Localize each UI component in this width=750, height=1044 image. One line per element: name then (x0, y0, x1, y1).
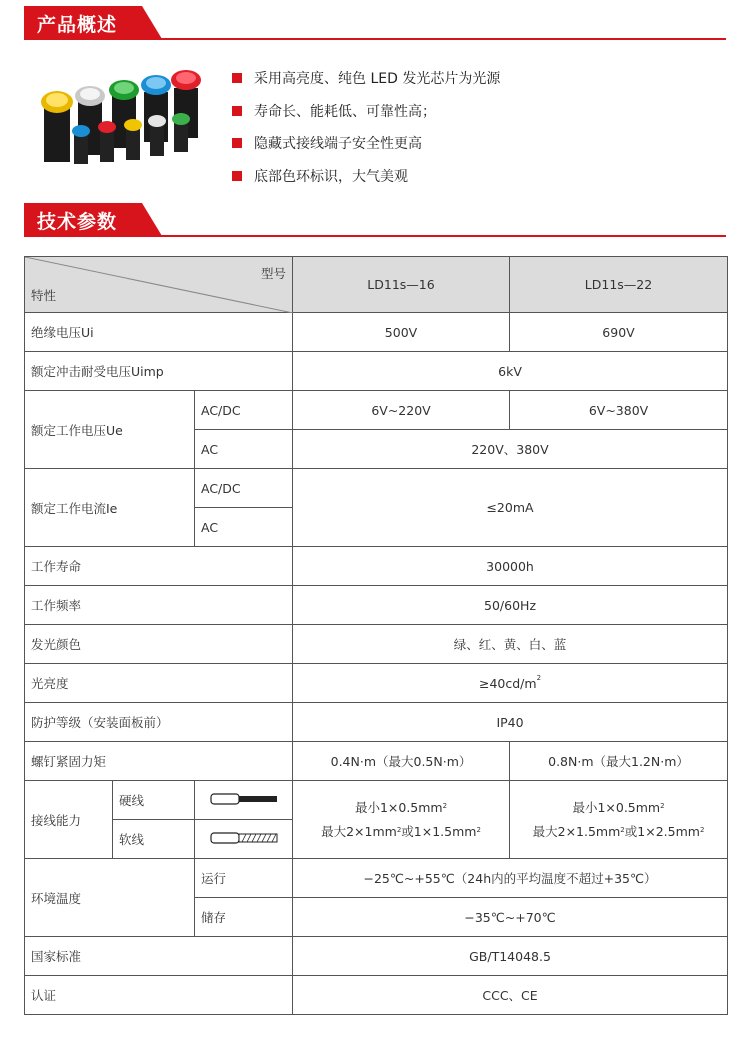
model-header: LD11s—16 (293, 257, 510, 313)
cell-value: CCC、CE (293, 976, 728, 1015)
cell-value (510, 781, 728, 859)
small-light-white (148, 115, 166, 156)
list-item (232, 160, 500, 193)
wiring-max-text: 最大2×1mm (321, 823, 397, 839)
cell-value: IP40 (293, 703, 728, 742)
solid-wire-icon (195, 781, 293, 820)
sub-label: AC (195, 430, 293, 469)
row-label: 认证 (25, 976, 293, 1015)
unit-superscript: 2 (536, 673, 542, 682)
sub-label: AC (195, 508, 293, 547)
feature-text: 寿命长、能耗低、可靠性高； (254, 103, 436, 120)
sub-label: 软线 (113, 820, 195, 859)
model-label: 型号 (261, 266, 287, 281)
table-row (25, 391, 728, 430)
stranded-wire-icon (209, 830, 279, 846)
row-label: 环境温度 (25, 859, 195, 937)
unit-superscript: 2 (620, 825, 625, 834)
table-row (25, 469, 728, 508)
sub-label: AC/DC (195, 469, 293, 508)
table-row (25, 781, 728, 820)
table-row (25, 664, 728, 703)
cell-value: 500V (293, 313, 510, 352)
table-row (25, 742, 728, 781)
small-light-green (172, 113, 190, 152)
cell-value: 绿、红、黄、白、蓝 (293, 625, 728, 664)
list-item (232, 127, 500, 160)
unit-superscript: 2 (476, 825, 481, 834)
wiring-min-text: 最小1×0.5mm (572, 799, 661, 815)
square-bullet-icon (232, 138, 242, 148)
cell-value: 6kV (293, 352, 728, 391)
light-yellow (41, 91, 73, 162)
feature-text: 采用高亮度、纯色 LED 发光芯片为光源 (254, 71, 501, 88)
cell-value: 220V、380V (293, 430, 728, 469)
cell-value: 6V~220V (293, 391, 510, 430)
row-label: 工作寿命 (25, 547, 293, 586)
cell-value: 0.8N·m（最大1.2N·m） (510, 742, 728, 781)
tech-title: 技术参数 (37, 211, 118, 233)
section-divider (24, 235, 726, 237)
solid-wire-icon (209, 791, 279, 807)
cell-value: 50/60Hz (293, 586, 728, 625)
list-item (232, 62, 500, 95)
unit-superscript: 2 (699, 825, 705, 834)
spec-table (24, 256, 728, 1015)
table-row (25, 859, 728, 898)
row-label: 光亮度 (25, 664, 293, 703)
sub-label: 储存 (195, 898, 293, 937)
wiring-min-text: 最小1×0.5mm (354, 799, 443, 815)
unit-superscript: 2 (442, 801, 448, 810)
wiring-max-text: 或1×2.5mm (624, 823, 700, 839)
table-row (25, 625, 728, 664)
overview-title: 产品概述 (37, 14, 118, 36)
feature-text: 隐藏式接线端子安全性更高 (254, 136, 422, 153)
diagonal-line (25, 257, 293, 313)
sub-label: 硬线 (113, 781, 195, 820)
brightness-value: ≥40cd/m (478, 675, 537, 691)
feature-text: 底部色环标识，大气美观 (254, 168, 408, 185)
cell-value: 0.4N·m（最大0.5N·m） (293, 742, 510, 781)
row-label: 国家标准 (25, 937, 293, 976)
table-row (25, 352, 728, 391)
table-header-row (25, 257, 728, 313)
list-item (232, 95, 500, 128)
row-label: 额定冲击耐受电压Uimp (25, 352, 293, 391)
wiring-max-text: 最大2×1.5mm (532, 823, 621, 839)
indicator-lights-product-image (36, 68, 216, 168)
square-bullet-icon (232, 171, 242, 181)
table-row (25, 937, 728, 976)
cell-value: 6V~380V (510, 391, 728, 430)
table-row (25, 547, 728, 586)
feature-label: 特性 (31, 288, 57, 303)
unit-superscript: 2 (396, 825, 402, 834)
row-label: 发光颜色 (25, 625, 293, 664)
row-label: 螺钉紧固力矩 (25, 742, 293, 781)
cell-value: ≤20mA (293, 469, 728, 547)
unit-superscript: 2 (660, 801, 665, 810)
small-light-yellow (124, 119, 142, 160)
table-row (25, 976, 728, 1015)
square-bullet-icon (232, 73, 242, 83)
model-header: LD11s—22 (510, 257, 728, 313)
tech-section-header (24, 203, 726, 239)
cell-value (293, 781, 510, 859)
small-light-red (98, 121, 116, 162)
row-label: 工作频率 (25, 586, 293, 625)
section-divider (24, 38, 726, 40)
row-label: 额定工作电压Ue (25, 391, 195, 469)
overview-section-header (24, 6, 726, 42)
sub-label: 运行 (195, 859, 293, 898)
cell-value: GB/T14048.5 (293, 937, 728, 976)
row-label: 接线能力 (25, 781, 113, 859)
table-row (25, 703, 728, 742)
wiring-max-text: 或1×1.5mm (401, 823, 477, 839)
diagonal-header-cell (25, 257, 293, 313)
row-label: 绝缘电压Ui (25, 313, 293, 352)
small-light-blue (72, 125, 90, 164)
cell-value: 30000h (293, 547, 728, 586)
table-row (25, 313, 728, 352)
square-bullet-icon (232, 106, 242, 116)
row-label: 额定工作电流Ie (25, 469, 195, 547)
cell-value: −25℃~+55℃（24h内的平均温度不超过+35℃） (293, 859, 728, 898)
feature-list (232, 62, 500, 192)
sub-label: AC/DC (195, 391, 293, 430)
row-label: 防护等级（安装面板前） (25, 703, 293, 742)
cell-value: 690V (510, 313, 728, 352)
stranded-wire-icon (195, 820, 293, 859)
cell-value (293, 664, 728, 703)
table-row (25, 586, 728, 625)
cell-value: −35℃~+70℃ (293, 898, 728, 937)
